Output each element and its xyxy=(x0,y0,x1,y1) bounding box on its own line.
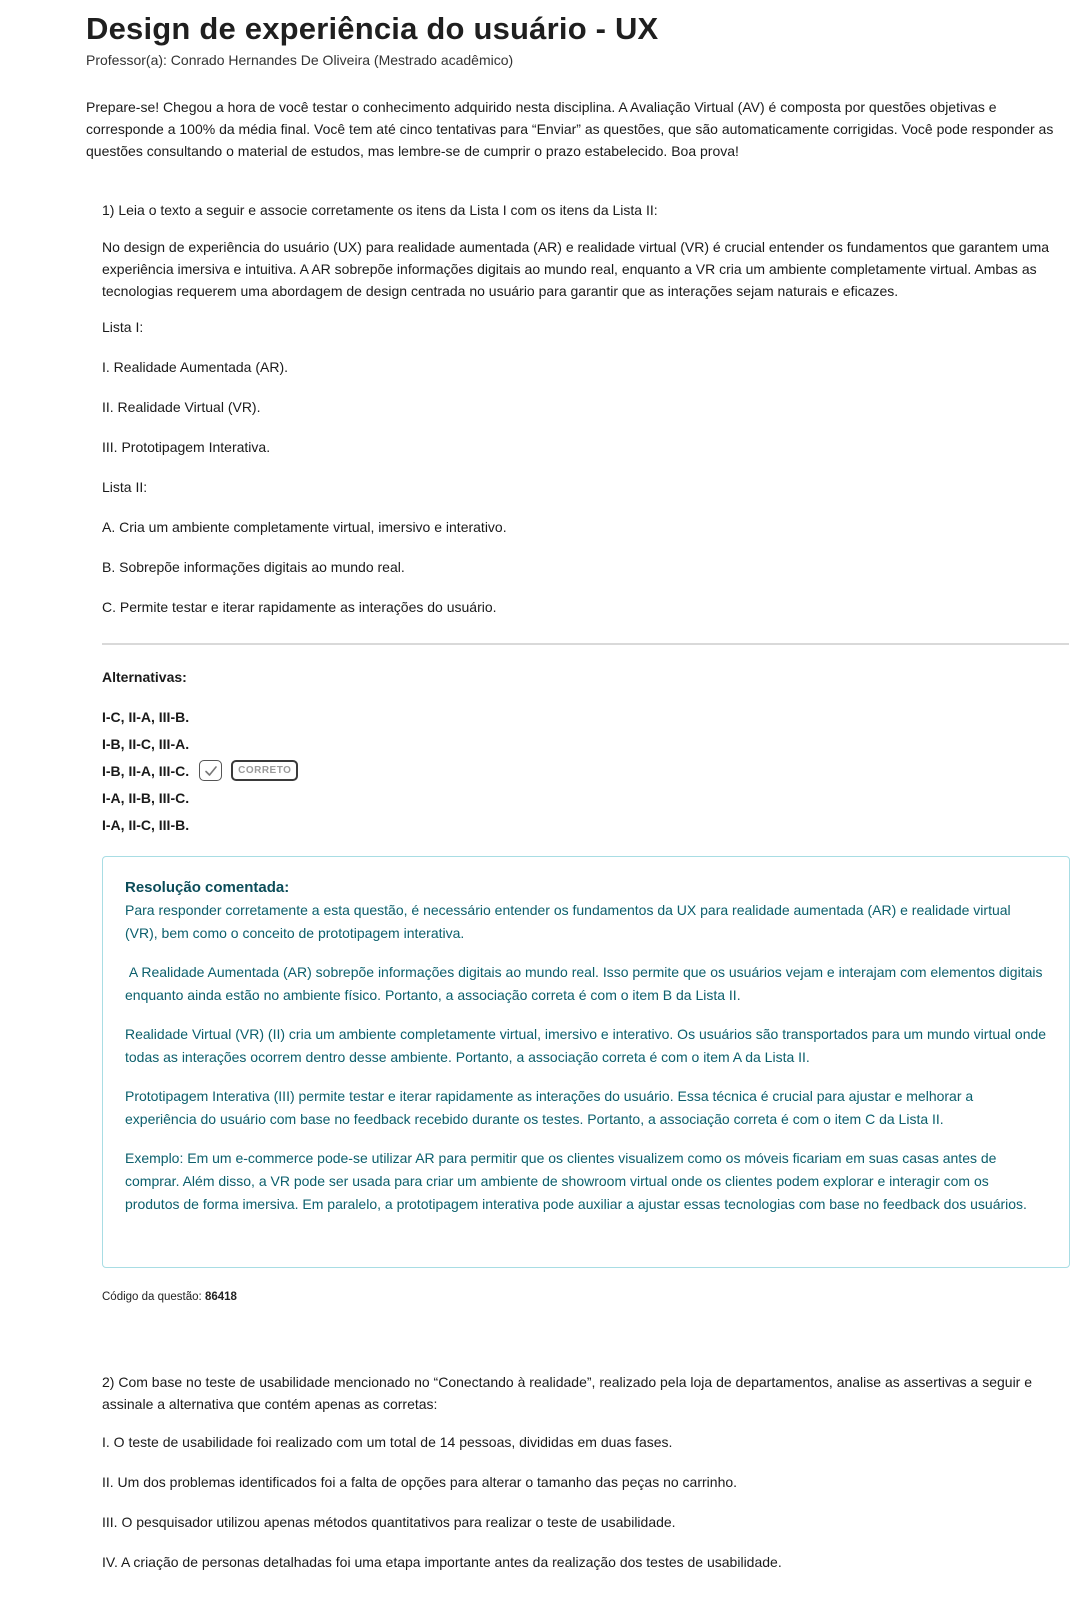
question-2-item: I. O teste de usabilidade foi realizado com um total de 14 pessoas, divididas em duas fases. xyxy=(102,1434,673,1450)
page-title: Design de experiência do usuário - UX xyxy=(86,11,659,46)
professor-name: Professor(a): Conrado Hernandes De Oliveira (Mestrado acadêmico) xyxy=(86,52,514,68)
question-code-label: Código da questão: xyxy=(102,1291,205,1303)
resolution-title: Resolução comentada: xyxy=(125,879,290,896)
question-2-item: II. Um dos problemas identificados foi a falta de opções para alterar o tamanho das peças no carrinho. xyxy=(102,1474,738,1490)
alternative-option-selected[interactable] xyxy=(102,757,702,784)
list-1-item: II. Realidade Virtual (VR). xyxy=(102,399,261,415)
alternative-label: I-B, II-C, III-A. xyxy=(102,735,190,752)
question-code xyxy=(102,1289,237,1305)
checkmark-icon xyxy=(204,765,218,777)
question-1 xyxy=(102,199,1070,636)
alternatives-title: Alternativas: xyxy=(102,669,187,685)
alternative-label: I-A, II-B, III-C. xyxy=(102,789,190,806)
list-1-item: I. Realidade Aumentada (AR). xyxy=(102,359,288,375)
check-icon xyxy=(199,760,222,781)
page-header xyxy=(86,10,1066,69)
question-2 xyxy=(102,1371,1070,1591)
resolution-paragraph: Para responder corretamente a esta questão, é necessário entender os fundamentos da UX para realidade aumentada (AR) e realidade virtual (VR), bem como o conceito de prototipagem interativa. xyxy=(125,902,1011,941)
alternative-label: I-C, II-A, III-B. xyxy=(102,708,190,725)
list-1-label: Lista I: xyxy=(102,319,144,335)
alternative-option[interactable] xyxy=(102,811,702,838)
list-1-item: III. Prototipagem Interativa. xyxy=(102,439,271,455)
alternative-option[interactable] xyxy=(102,784,702,811)
divider xyxy=(102,643,1069,645)
question-code-value: 86418 xyxy=(204,1291,237,1303)
list-2-label: Lista II: xyxy=(102,479,148,495)
alternative-label: I-B, II-A, III-C. xyxy=(102,762,190,779)
resolution-paragraph: Exemplo: Em um e-commerce pode-se utilizar AR para permitir que os clientes visualizem como os móveis ficariam em suas casas antes de comprar. Além disso, a VR pode ser usada para criar um ambiente de showroom virtual onde os clientes podem explorar e interagir com os produtos de forma imersiva. Em paralelo, a prototipagem interativa pode auxiliar a ajustar essas tecnologias com base no feedback dos usuários. xyxy=(125,1150,1027,1212)
resolution-paragraph: Realidade Virtual (VR) (II) cria um ambiente completamente virtual, imersivo e interativo. Os usuários são transportados para um mundo virtual onde todas as interações ocorrem dentro desse ambiente. Portanto, a associação correta é com o item A da Lista II. xyxy=(125,1026,1047,1065)
resolution-paragraph: A Realidade Aumentada (AR) sobrepõe informações digitais ao mundo real. Isso permite que os usuários vejam e interajam com elementos digitais enquanto ainda estão no ambiente físico. Portanto, a associação correta é com o item B da Lista II. xyxy=(125,964,1047,1003)
alternative-option[interactable] xyxy=(102,703,702,730)
alternative-option[interactable] xyxy=(102,730,702,757)
question-1-context: No design de experiência do usuário (UX) para realidade aumentada (AR) e realidade virtual (VR) é crucial entender os fundamentos que garantem uma experiência imersiva e intuitiva. A AR sobrepõe informações digitais ao mundo real, enquanto a VR cria um ambiente completamente virtual. Ambas as tecnologias requerem uma abordagem de design centrada no usuário para garantir que as interações sejam naturais e eficazes. xyxy=(102,239,1050,299)
question-1-stem: 1) Leia o texto a seguir e associe corretamente os itens da Lista I com os itens da Lista II: xyxy=(102,202,658,218)
resolution-panel xyxy=(102,856,1070,1268)
list-2-item: C. Permite testar e iterar rapidamente as interações do usuário. xyxy=(102,599,497,615)
resolution-paragraph: Prototipagem Interativa (III) permite testar e iterar rapidamente as interações do usuário. Essa técnica é crucial para ajustar e melhorar a experiência do usuário com base no feedback recebido durante os testes. Portanto, a associação correta é com o item C da Lista II. xyxy=(125,1088,974,1127)
alternative-label: I-A, II-C, III-B. xyxy=(102,816,190,833)
question-2-item: IV. A criação de personas detalhadas foi uma etapa importante antes da realização dos testes de usabilidade. xyxy=(102,1554,782,1570)
alternatives-list xyxy=(102,703,702,838)
intro-text: Prepare-se! Chegou a hora de você testar o conhecimento adquirido nesta disciplina. A Avaliação Virtual (AV) é composta por questões objetivas e corresponde a 100% da média final. Você tem até cinco tentativas para “Enviar” as questões, que são automaticamente corrigidas. Você pode responder as questões consultando o material de estudos, mas lembre-se de cumprir o prazo estabelecido. Boa prova! xyxy=(86,99,1054,159)
question-2-stem: 2) Com base no teste de usabilidade mencionado no “Conectando à realidade”, realizado pela loja de departamentos, analise as assertivas a seguir e assinale a alternativa que contém apenas as corretas: xyxy=(102,1374,1033,1412)
list-2-item: B. Sobrepõe informações digitais ao mundo real. xyxy=(102,559,405,575)
list-2-item: A. Cria um ambiente completamente virtual, imersivo e interativo. xyxy=(102,519,507,535)
question-2-item: III. O pesquisador utilizou apenas métodos quantitativos para realizar o teste de usabilidade. xyxy=(102,1514,676,1530)
correct-badge: CORRETO xyxy=(231,760,298,781)
